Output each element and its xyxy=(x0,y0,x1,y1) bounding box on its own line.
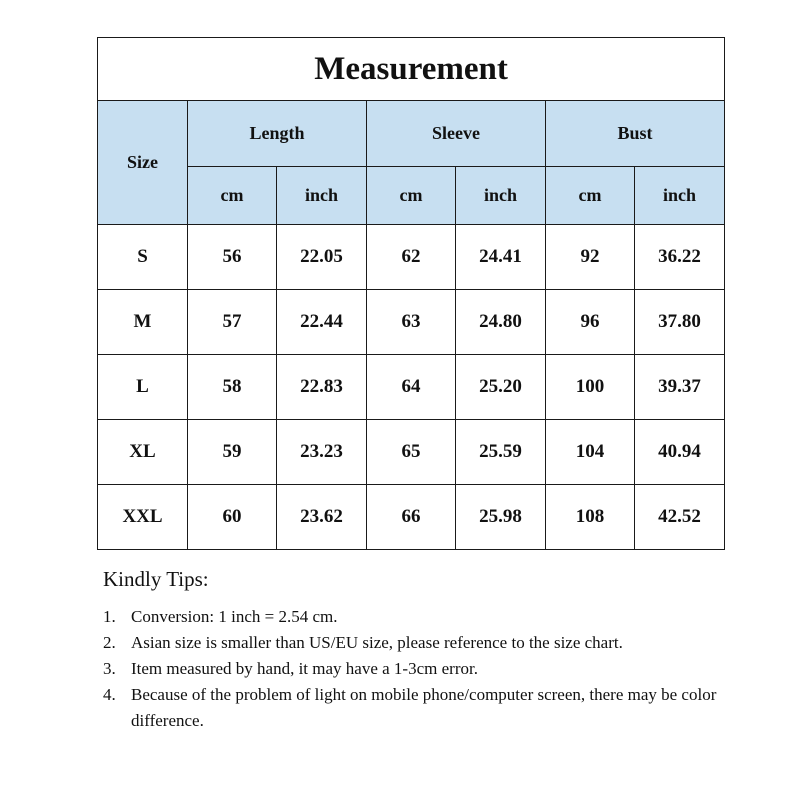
value-cell: 57 xyxy=(188,290,277,355)
length-header: Length xyxy=(188,101,367,167)
size-cell: L xyxy=(98,355,188,420)
value-cell: 36.22 xyxy=(635,225,725,290)
sleeve-header: Sleeve xyxy=(367,101,546,167)
unit-header: inch xyxy=(277,167,367,225)
tip-number: 1. xyxy=(103,607,116,626)
value-cell: 39.37 xyxy=(635,355,725,420)
tip-text: Because of the problem of light on mobile phone/computer screen, there may be color difference. xyxy=(131,685,717,730)
value-cell: 25.20 xyxy=(456,355,546,420)
table-row xyxy=(98,290,725,355)
value-cell: 42.52 xyxy=(635,485,725,550)
unit-header: cm xyxy=(188,167,277,225)
value-cell: 96 xyxy=(546,290,635,355)
value-cell: 56 xyxy=(188,225,277,290)
unit-header: cm xyxy=(367,167,456,225)
unit-header: cm xyxy=(546,167,635,225)
value-cell: 60 xyxy=(188,485,277,550)
table-row xyxy=(98,485,725,550)
value-cell: 40.94 xyxy=(635,420,725,485)
value-cell: 63 xyxy=(367,290,456,355)
table-title: Measurement xyxy=(98,38,725,101)
tip-number: 4. xyxy=(103,685,116,704)
value-cell: 62 xyxy=(367,225,456,290)
value-cell: 22.83 xyxy=(277,355,367,420)
value-cell: 22.44 xyxy=(277,290,367,355)
value-cell: 100 xyxy=(546,355,635,420)
value-cell: 24.80 xyxy=(456,290,546,355)
tips-title: Kindly Tips: xyxy=(103,567,209,591)
list-item xyxy=(103,682,763,734)
unit-header: inch xyxy=(456,167,546,225)
size-chart-table xyxy=(97,37,725,550)
list-item xyxy=(103,656,763,682)
kindly-tips xyxy=(103,567,763,734)
value-cell: 23.62 xyxy=(277,485,367,550)
tip-number: 3. xyxy=(103,659,116,678)
tip-text: Conversion: 1 inch = 2.54 cm. xyxy=(131,607,338,626)
table-row xyxy=(98,355,725,420)
value-cell: 25.59 xyxy=(456,420,546,485)
value-cell: 23.23 xyxy=(277,420,367,485)
list-item xyxy=(103,604,763,630)
value-cell: 58 xyxy=(188,355,277,420)
value-cell: 25.98 xyxy=(456,485,546,550)
tips-list xyxy=(103,604,763,734)
tip-text: Asian size is smaller than US/EU size, please reference to the size chart. xyxy=(131,633,623,652)
size-header: Size xyxy=(98,101,188,225)
size-cell: XL xyxy=(98,420,188,485)
value-cell: 59 xyxy=(188,420,277,485)
table-row xyxy=(98,420,725,485)
list-item xyxy=(103,630,763,656)
value-cell: 65 xyxy=(367,420,456,485)
value-cell: 24.41 xyxy=(456,225,546,290)
size-cell: M xyxy=(98,290,188,355)
value-cell: 64 xyxy=(367,355,456,420)
unit-header: inch xyxy=(635,167,725,225)
bust-header: Bust xyxy=(546,101,725,167)
value-cell: 92 xyxy=(546,225,635,290)
tip-number: 2. xyxy=(103,633,116,652)
value-cell: 22.05 xyxy=(277,225,367,290)
size-cell: S xyxy=(98,225,188,290)
table-row xyxy=(98,225,725,290)
size-cell: XXL xyxy=(98,485,188,550)
value-cell: 37.80 xyxy=(635,290,725,355)
value-cell: 108 xyxy=(546,485,635,550)
value-cell: 66 xyxy=(367,485,456,550)
value-cell: 104 xyxy=(546,420,635,485)
tip-text: Item measured by hand, it may have a 1-3cm error. xyxy=(131,659,478,678)
